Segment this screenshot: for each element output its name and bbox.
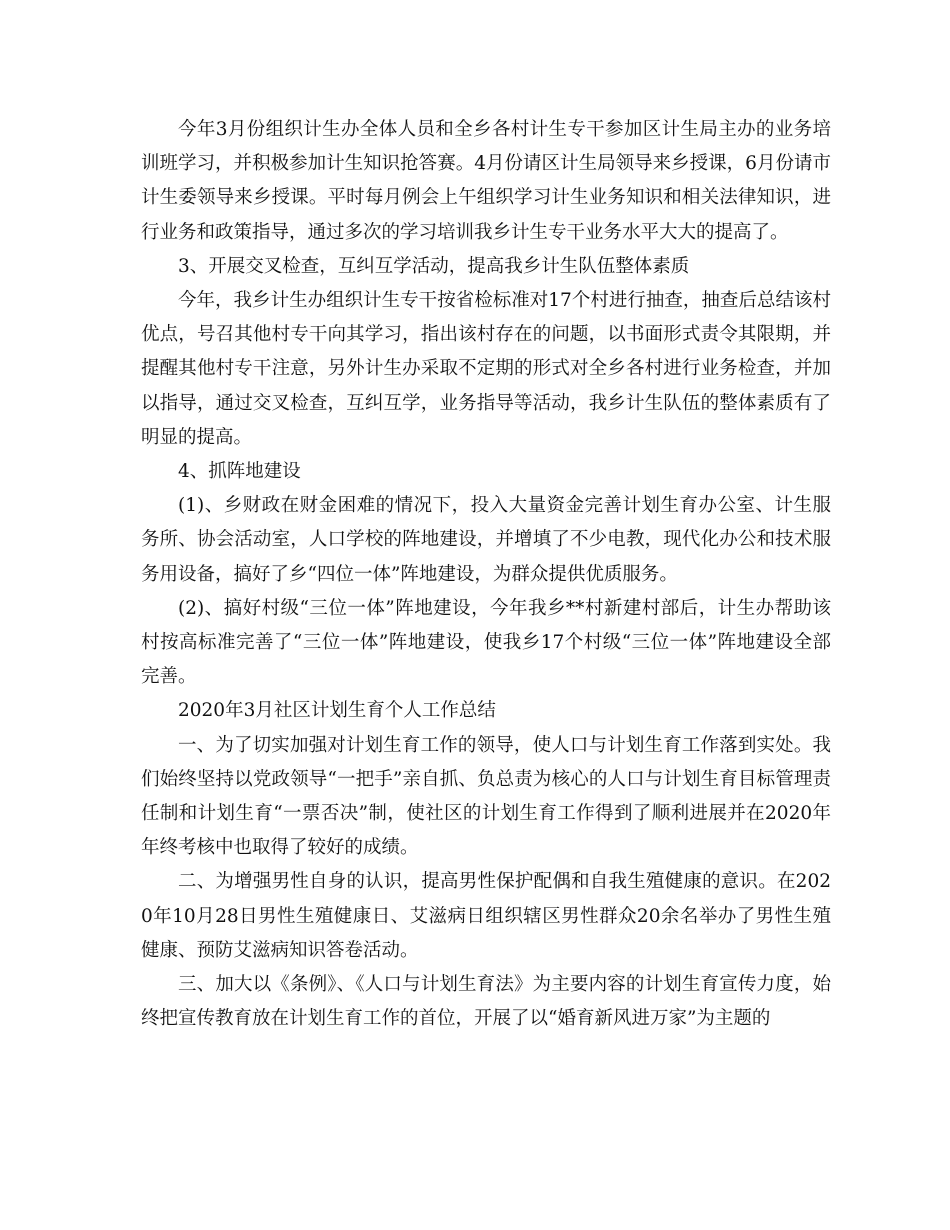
paragraph-publicity: 三、加大以《条例》、《人口与计划生育法》为主要内容的计划生育宣传力度，始终把宣传教育放在计划生育工作的首位，开展了以“婚育新风进万家”为主题的 (141, 974, 831, 1030)
paragraph-leadership: 一、为了切实加强对计划生育工作的领导，使人口与计划生育工作落到实处。我们始终坚持以党政领导“一把手”亲自抓、负总责为核心的人口与计划生育目标管理责任制和计划生育“一票否决”制，使社区的计划生育工作得到了顺利进展并在2020年年终考核中也取得了较好的成绩。 (141, 734, 831, 859)
paragraph-cross-inspection: 今年，我乡计生办组织计生专干按省检标准对17个村进行抽查，抽查后总结该村优点，号召其他村专干向其学习，指出该村存在的问题，以书面形式责令其限期，并提醒其他村专干注意，另外计生办采取不定期的形式对全乡各村进行业务检查，并加以指导，通过交叉检查，互纠互学，业务指导等活动，我乡计生队伍的整体素质有了明显的提高。 (141, 290, 831, 448)
section-title-summary: 2020年3月社区计划生育个人工作总结 (178, 700, 496, 722)
paragraph-position-building-1: (1)、乡财政在财金困难的情况下，投入大量资金完善计划生育办公室、计生服务所、协会活动室，人口学校的阵地建设，并增填了不少电教，现代化办公和技术服务用设备，搞好了乡“四位一体”阵地建设，为群众提供优质服务。 (141, 495, 831, 585)
heading-position-building: 4、抓阵地建设 (178, 461, 301, 483)
heading-cross-inspection: 3、开展交叉检查，互纠互学活动，提高我乡计生队伍整体素质 (178, 255, 690, 277)
paragraph-training: 今年3月份组织计生办全体人员和全乡各村计生专干参加区计生局主办的业务培训班学习，并积极参加计生知识抢答赛。4月份请区计生局领导来乡授课，6月份请市计生委领导来乡授课。平时每月例会上午组织学习计生业务知识和相关法律知识，进行业务和政策指导，通过多次的学习培训我乡计生专干业务水平大大的提高了。 (141, 119, 831, 243)
paragraph-position-building-2: (2)、搞好村级“三位一体”阵地建设，今年我乡**村新建村部后，计生办帮助该村按高标准完善了“三位一体”阵地建设，使我乡17个村级“三位一体”阵地建设全部完善。 (141, 597, 831, 688)
document-body (141, 113, 831, 1036)
paragraph-male-health: 二、为增强男性自身的认识，提高男性保护配偶和自我生殖健康的意识。在2020年10月28日男性生殖健康日、艾滋病日组织辖区男性群众20余名举办了男性生殖健康、预防艾滋病知识答卷活动。 (141, 871, 831, 961)
